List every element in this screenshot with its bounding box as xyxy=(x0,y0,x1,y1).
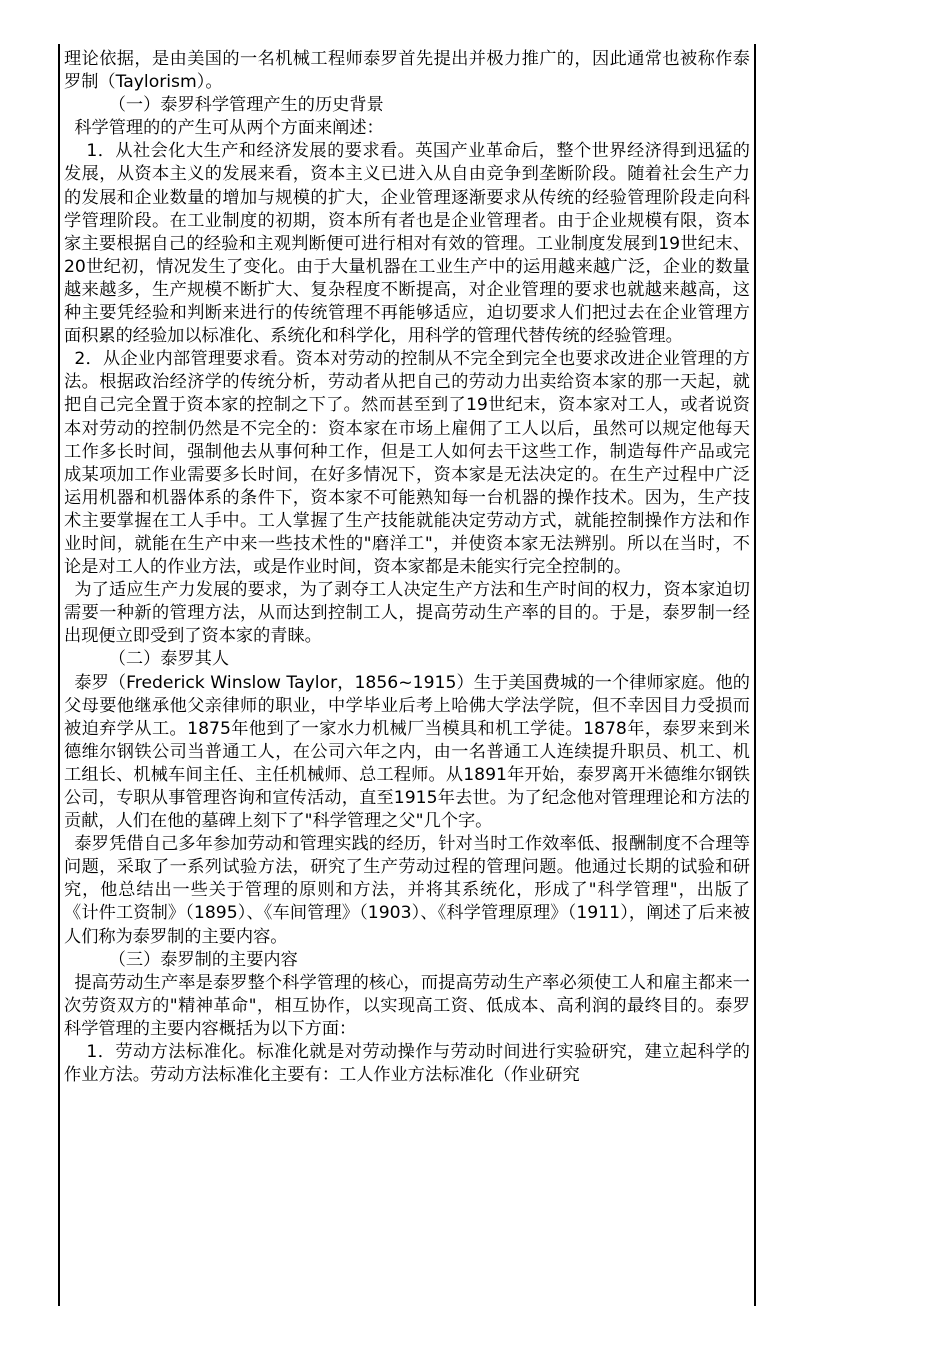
paragraph-intro: 理论依据，是由美国的一名机械工程师泰罗首先提出并极力推广的，因此通常也被称作泰罗制（Taylorism）。 xyxy=(64,49,750,93)
paragraph-adapt-productivity: 为了适应生产力发展的要求，为了剥夺工人决定生产方法和生产时间的权力，资本家迫切需要一种新的管理方法，从而达到控制工人，提高劳动生产率的目的。于是，泰罗制一经出现便立即受到了资本家的青睐。 xyxy=(64,580,750,647)
paragraph-taylor-experience: 泰罗凭借自己多年参加劳动和管理实践的经历，针对当时工作效率低、报酬制度不合理等问题，采取了一系列试验方法，研究了生产劳动过程的管理问题。他通过长期的试验和研究，他总结出一些关于管理的原则和方法，并将其系统化，形成了"科学管理"，出版了《计件工资制》（1895）、《车间管理》（1903）、《科学管理原理》（1911），阐述了后来被人们称为泰罗制的主要内容。 xyxy=(64,834,750,947)
section-heading-background: （一）泰罗科学管理产生的历史背景 xyxy=(108,95,384,116)
paragraph-taylor-biography: 泰罗（Frederick Winslow Taylor，1856~1915）生于美国费城的一个律师家庭。他的父母要他继承他父亲律师的职业，中学毕业后考上哈佛大学法学院，但不幸因目力受损而被迫弃学从工。1875年他到了一家水力机械厂当模具和机工学徒。1878年，泰罗来到米德维尔钢铁公司当普通工人，在公司六年之内，由一名普通工人连续提升职员、机工、机工组长、机械车间主任、主任机械师、总工程师。从1891年开始，泰罗离开米德维尔钢铁公司，专职从事管理咨询和宣传活动，直至1915年去世。为了纪念他对管理理论和方法的贡献，人们在他的墓碑上刻下了"科学管理之父"几个字。 xyxy=(64,672,750,832)
paragraph-point-1-social-production: 1．从社会化大生产和经济发展的要求看。英国产业革命后，整个世界经济得到迅猛的发展，从资本主义的发展来看，资本主义已进入从自由竞争到垄断阶段。随着社会生产力的发展和企业数量的增加与规模的扩大，企业管理逐渐要求从传统的经验管理阶段走向科学管理阶段。在工业制度的初期，资本所有者也是企业管理者。由于企业规模有限，资本家主要根据自己的经验和主观判断便可进行相对有效的管理。工业制度发展到19世纪末、20世纪初，情况发生了变化。由于大量机器在工业生产中的运用越来越广泛，企业的数量越来越多，生产规模不断扩大、复杂程度不断提高，对企业管理的要求也就越来越高，这种主要凭经验和判断来进行的传统管理不再能够适应，迫切要求人们把过去在企业管理方面积累的经验加以标准化、系统化和科学化，用科学的管理代替传统的经验管理。 xyxy=(64,141,750,347)
left-border-line xyxy=(58,44,60,1306)
right-border-line xyxy=(754,44,756,1306)
paragraph-productivity-core: 提高劳动生产率是泰罗整个科学管理的核心，而提高劳动生产率必须使工人和雇主都来一次劳资双方的"精神革命"，相互协作，以实现高工资、低成本、高利润的最终目的。泰罗科学管理的主要内容概括为以下方面： xyxy=(64,972,750,1039)
section-heading-main-content: （三）泰罗制的主要内容 xyxy=(108,949,298,970)
paragraph-point-2-internal-management: 2．从企业内部管理要求看。资本对劳动的控制从不完全到完全也要求改进企业管理的方法。根据政治经济学的传统分析，劳动者从把自己的劳动力出卖给资本家的那一天起，就把自己完全置于资本家的控制之下了。然而甚至到了19世纪末，资本家对工人，或者说资本对劳动的控制仍然是不完全的：资本家在市场上雇佣了工人以后，虽然可以规定他每天工作多长时间，强制他去从事何种工作，但是工人如何去干这些工作，制造每件产品或完成某项加工作业需要多长时间，在好多情况下，资本家是无法决定的。在生产过程中广泛运用机器和机器体系的条件下，资本家不可能熟知每一台机器的操作技术。因为，生产技术主要掌握在工人手中。工人掌握了生产技能就能决定劳动方式，就能控制操作方法和作业时间，就能在生产中来一些技术性的"磨洋工"，并使资本家无法辨别。所以在当时，不论是对工人的作业方法，或是作业时间，资本家都是未能实行完全控制的。 xyxy=(64,349,750,578)
paragraph-labor-method-standardization: 1．劳动方法标准化。标准化就是对劳动操作与劳动时间进行实验研究，建立起科学的作业方法。劳动方法标准化主要有：工人作业方法标准化（作业研究 xyxy=(64,1042,750,1086)
document-body xyxy=(64,48,750,1087)
section-heading-taylor-person: （二）泰罗其人 xyxy=(108,649,230,670)
paragraph-two-aspects: 科学管理的的产生可从两个方面来阐述： xyxy=(74,118,384,139)
